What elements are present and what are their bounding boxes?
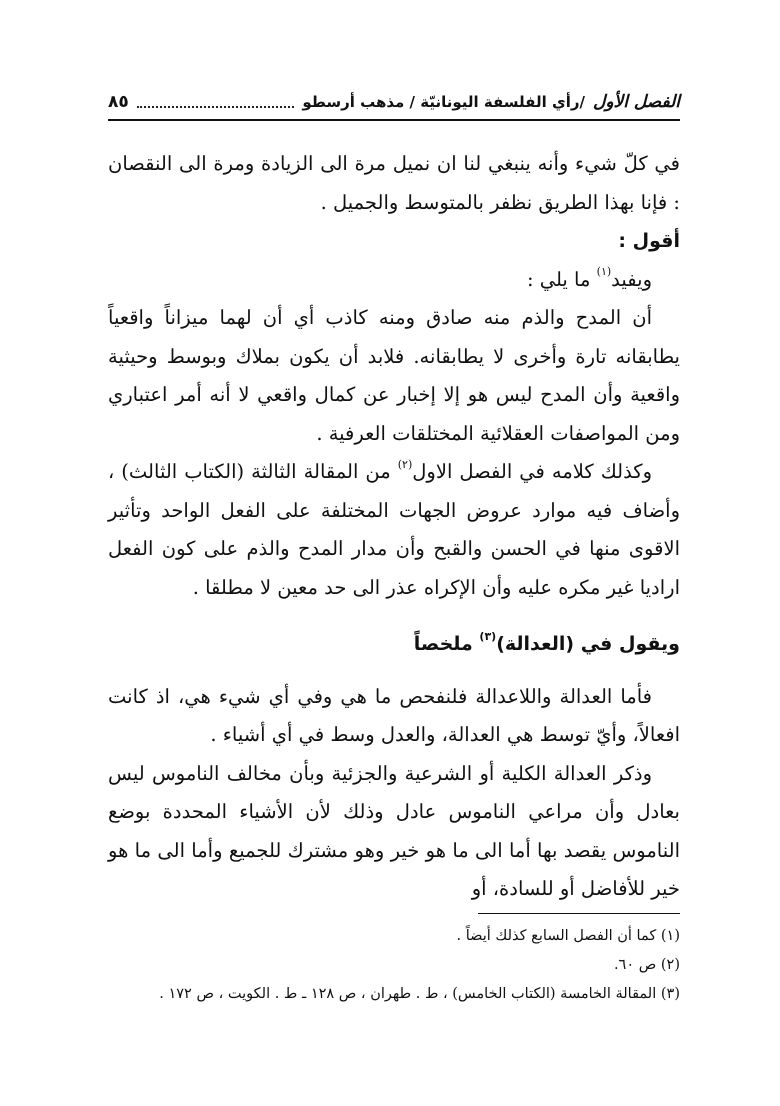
paragraph-2-text: ويفيد (611, 267, 652, 291)
subheading-text: ويقول في (العدالة) (496, 633, 680, 655)
page-number: ٨٥ (108, 92, 129, 112)
footnote-ref-2: (٢) (397, 457, 413, 471)
running-title: /رأي الفلسفة اليونانيّة / مذهب أرسطو (302, 93, 585, 111)
footnote-ref-3: (٣) (479, 629, 497, 643)
footnote-2: (٢) ص ٦٠. (613, 957, 680, 973)
header-rule (108, 119, 680, 121)
header-dot-leader (137, 106, 295, 108)
paragraph-4 (108, 453, 680, 607)
footnote-ref-1: (١) (596, 265, 612, 278)
footnote-3: (٣) المقالة الخامسة (الكتاب الخامس) ، ط . طهران ، ص ١٢٨ ـ ط . الكويت ، ص ١٧٢ . (159, 986, 680, 1002)
footnote-1: (١) كما أن الفصل السابع كذلك أيضاً . (456, 928, 680, 944)
footnotes (108, 922, 680, 1009)
paragraph-2 (108, 261, 680, 300)
paragraph-4-text-end: من المقالة الثالثة (الكتاب الثالث) ، وأضاف فيه موارد عروض الجهات المختلفة على الفعل الواحد وتأثير الاقوى منها في الحسن والقبح وأن مدار المدح والذم على كون الفعل اراديا غير مكره عليه وأن الإكراه عذر الى حد معين لا مطلقا . (108, 460, 680, 599)
paragraph-6: وذكر العدالة الكلية أو الشرعية والجزئية وبأن مخالف الناموس ليس بعادل وأن مراعي الناموس عادل وذلك لأن الأشياء المحددة بوضع الناموس يقصد بها أما الى ما هو خير وهو مشترك للجميع وأما الى ما هو خير للأفاضل أو للسادة، أو (108, 761, 680, 900)
footnote-rule (478, 913, 680, 914)
chapter-title: الفصل الأول (592, 92, 680, 112)
paragraph-2-text-end: ما يلي : (526, 267, 597, 291)
paragraph-3: أن المدح والذم منه صادق ومنه كاذب أي أن لهما ميزاناً واقعياً يطابقانه تارة وأخرى لا يطابقانه. فلابد أن يكون بملاك وبوسط وحيثية واقعية وأن المدح ليس هو إلا إخبار عن كمال واقعي لا أنه أمر اعتباري ومن المواصفات العقلائية المختلقات العرفية . (108, 306, 680, 445)
paragraph-4-text: وكذلك كلامه في الفصل الاول (412, 460, 653, 483)
paragraph-5: فأما العدالة واللاعدالة فلنفحص ما هي وفي أي شيء هي، اذ كانت افعالاً، وأيّ توسط هي العدالة، والعدل وسط في أي أشياء . (108, 684, 680, 746)
running-header (108, 88, 680, 116)
body-text (108, 145, 680, 909)
subheading-justice (108, 625, 680, 664)
subheading-text-end: ملخصاً (413, 633, 480, 655)
heading-aqool: أقول : (618, 230, 680, 252)
paragraph-1: في كلّ شيء وأنه ينبغي لنا ان نميل مرة الى الزيادة ومرة الى النقصان : فإنا بهذا الطريق نظفر بالمتوسط والجميل . (108, 152, 680, 214)
